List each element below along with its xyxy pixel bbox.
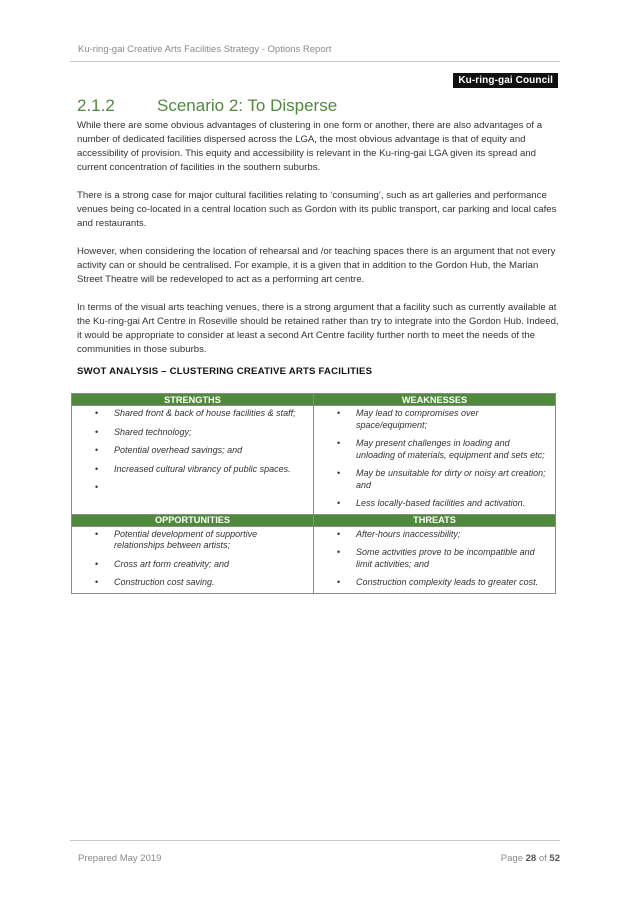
section-heading (77, 96, 337, 116)
prepared-date: Prepared May 2019 (78, 853, 162, 864)
page-indicator (501, 853, 560, 864)
paragraph: While there are some obvious advantages of clustering in one form or another, there are also advantages of a number of dedicated facilities dispersed across the LGA, the most obvious advantage is that of equity and accessibility of provision. This equity and accessibility is relevant in the Ku-ring-gai LGA given its spread and current concentration of facilities in the southern suburbs. (77, 120, 543, 173)
list-item: • Construction cost saving. (114, 577, 305, 589)
list-item: • Potential development of supportive relationships between artists; (114, 529, 305, 552)
list-item: • Shared front & back of house facilities & staff; (114, 408, 305, 420)
strengths-list (72, 408, 305, 493)
list-item: • Potential overhead savings; and (114, 445, 305, 457)
list-item (114, 482, 305, 493)
strengths-header: STRENGTHS (72, 394, 314, 406)
paragraph: There is a strong case for major cultural facilities relating to ‘consuming’, such as art galleries and performance venues being co-located in a central location such as Gordon with its public transport, car parking and local cafes and restaurants. (77, 190, 557, 229)
weaknesses-header: WEAKNESSES (314, 394, 556, 406)
opportunities-header: OPPORTUNITIES (72, 514, 314, 526)
section-title: Scenario 2: To Disperse (157, 96, 338, 115)
list-item: • Less locally-based facilities and activation. (356, 498, 547, 510)
threats-header: THREATS (314, 514, 556, 526)
weaknesses-cell (314, 406, 556, 515)
threats-list (314, 529, 547, 589)
list-item: • May present challenges in loading and unloading of materials, equipment and sets etc; (356, 438, 547, 461)
swot-title: SWOT ANALYSIS – CLUSTERING CREATIVE ARTS FACILITIES (77, 366, 373, 377)
body-text (77, 119, 561, 371)
strengths-cell (72, 406, 314, 515)
list-item: • Cross art form creativity; and (114, 559, 305, 571)
list-item: • Increased cultural vibrancy of public spaces. (114, 464, 305, 476)
running-header: Ku-ring-gai Creative Arts Facilities Strategy - Options Report (78, 44, 332, 55)
footer-divider (70, 840, 560, 841)
section-number: 2.1.2 (77, 96, 115, 115)
list-item: • Construction complexity leads to greater cost. (356, 577, 547, 589)
page-number: 28 (525, 853, 537, 864)
list-item: • Some activities prove to be incompatible and limit activities; and (356, 547, 547, 570)
page-prefix: Page (500, 853, 523, 864)
opportunities-cell (72, 526, 314, 593)
list-item: • Shared technology; (114, 427, 305, 439)
paragraph: However, when considering the location of rehearsal and /or teaching spaces there is an argument that not every activity can or should be centralised. For example, it is a given that in addition to the Gordon Hub, the Marian Street Theatre will be redeveloped to act as a performing art centre. (77, 246, 556, 285)
paragraph: In terms of the visual arts teaching venues, there is a strong argument that a facility such as currently available at the Ku-ring-gai Art Centre in Roseville should be retained rather than try to integrate into the Gordon Hub. Indeed, it would be appropriate to consider at least a second Art Centre facility further north to meet the needs of the communities in those suburbs. (77, 302, 559, 355)
page-of: of (538, 853, 547, 864)
list-item: • After-hours inaccessibility; (356, 529, 547, 541)
opportunities-list (72, 529, 305, 589)
list-item: • May lead to compromises over space/equipment; (356, 408, 547, 431)
weaknesses-list (314, 408, 547, 510)
list-item: • May be unsuitable for dirty or noisy art creation; and (356, 468, 547, 491)
swot-table (71, 393, 556, 594)
council-logo: Ku-ring-gai Council (453, 73, 558, 88)
header-divider (70, 61, 560, 62)
threats-cell (314, 526, 556, 593)
page-total: 52 (549, 853, 560, 864)
